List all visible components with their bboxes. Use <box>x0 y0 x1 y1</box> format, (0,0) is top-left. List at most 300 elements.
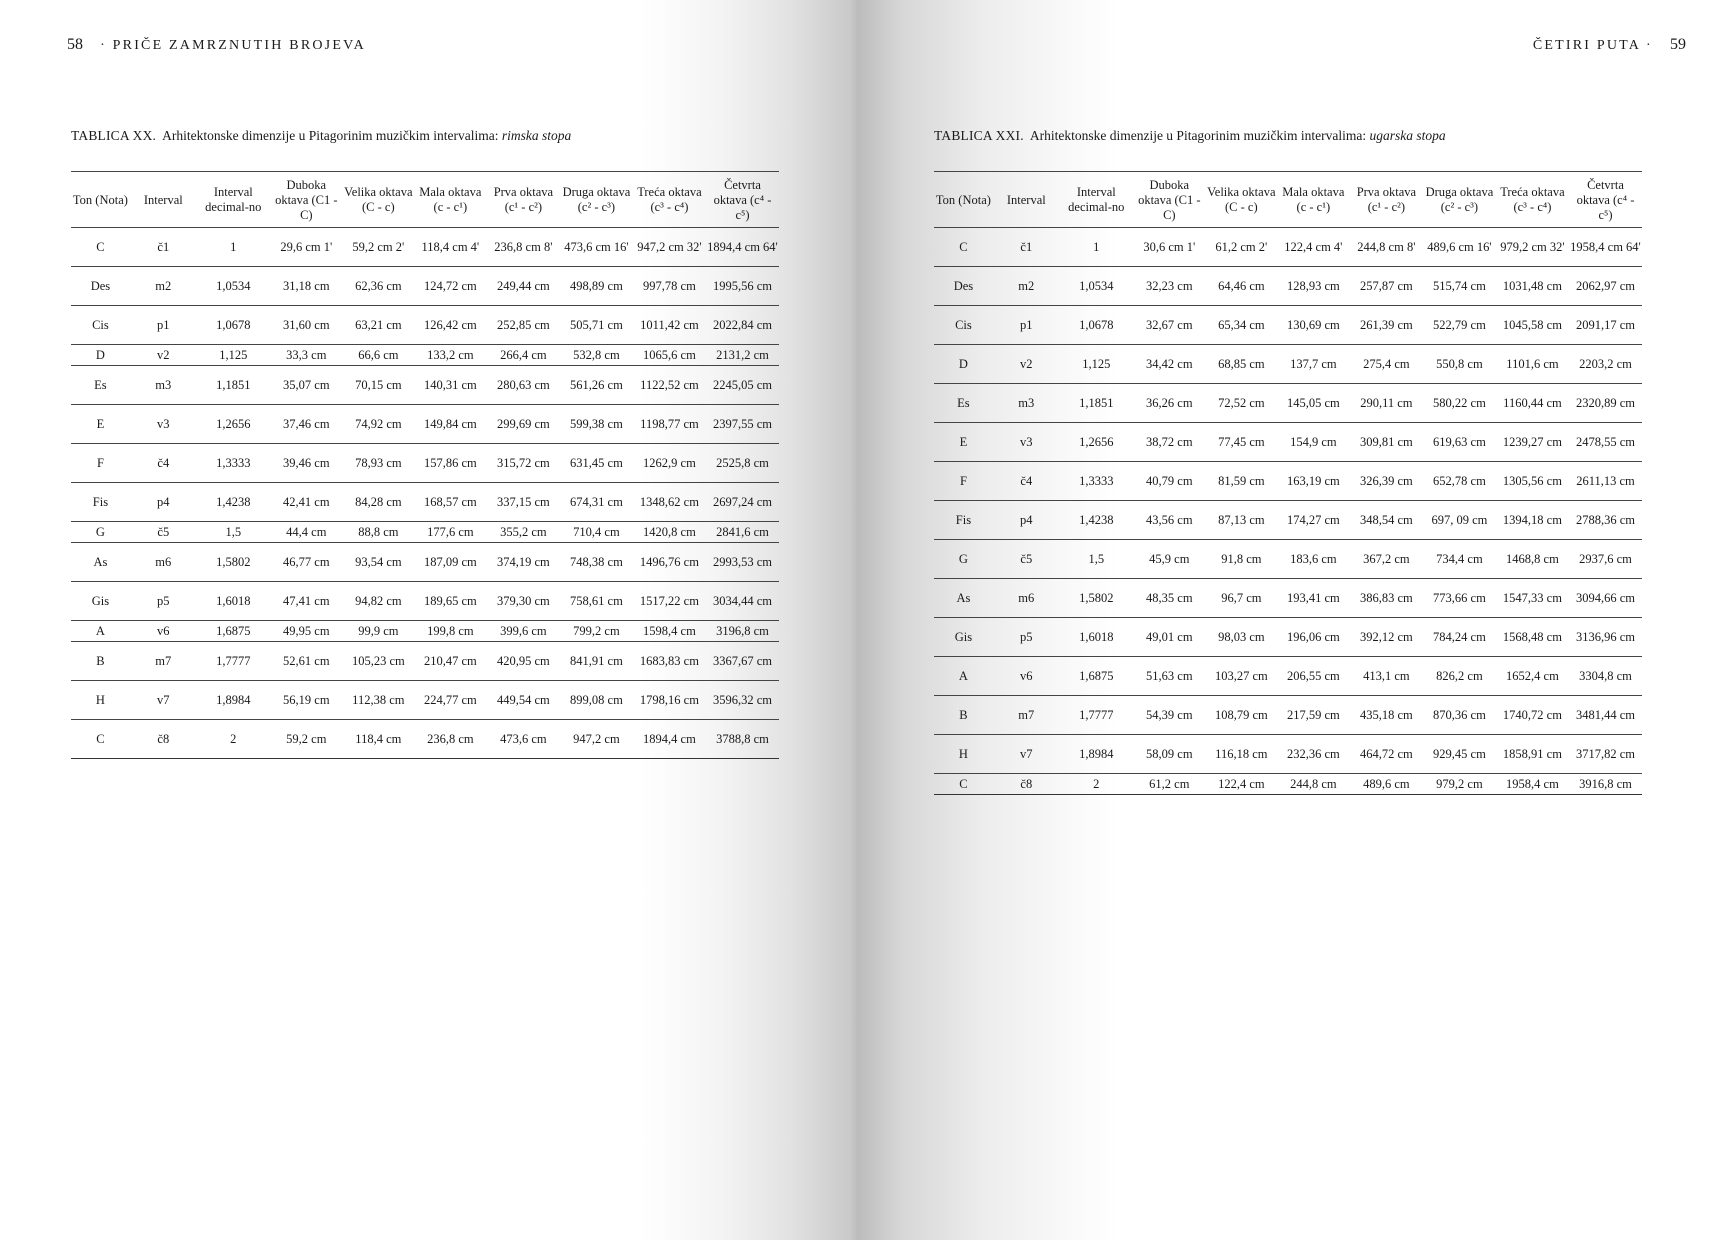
table-cell: 734,4 cm <box>1423 540 1496 579</box>
table-cell: 46,77 cm <box>270 543 343 582</box>
table-row <box>934 306 1642 345</box>
table-cell: 758,61 cm <box>560 582 633 621</box>
table-cell: 2788,36 cm <box>1569 501 1642 540</box>
table-cell: 36,26 cm <box>1133 384 1206 423</box>
table-cell: v6 <box>130 621 197 642</box>
table-cell: 81,59 cm <box>1206 462 1277 501</box>
table-cell: m6 <box>130 543 197 582</box>
table-cell: 473,6 cm <box>487 720 560 759</box>
table-cell: v6 <box>993 657 1060 696</box>
table-row <box>934 384 1642 423</box>
table-cell: 210,47 cm <box>414 642 487 681</box>
table-row <box>71 345 779 366</box>
table-cell: Des <box>934 267 993 306</box>
table-cell: p5 <box>130 582 197 621</box>
table-cell: 1262,9 cm <box>633 444 706 483</box>
table-cell: 49,01 cm <box>1133 618 1206 657</box>
caption-emphasis: ugarska stopa <box>1369 128 1446 143</box>
table-cell: 1,1851 <box>1060 384 1133 423</box>
table-cell: 1547,33 cm <box>1496 579 1569 618</box>
table-cell: m7 <box>130 642 197 681</box>
column-header: Duboka oktava (C1 - C) <box>270 172 343 228</box>
table-cell: H <box>71 681 130 720</box>
table-cell: 224,77 cm <box>414 681 487 720</box>
table-cell: 236,8 cm <box>414 720 487 759</box>
table-cell: 3717,82 cm <box>1569 735 1642 774</box>
table-cell: 1,5802 <box>197 543 270 582</box>
table-cell: 2993,53 cm <box>706 543 779 582</box>
table-row <box>71 405 779 444</box>
table-cell: 505,71 cm <box>560 306 633 345</box>
table-cell: 599,38 cm <box>560 405 633 444</box>
table-cell: 266,4 cm <box>487 345 560 366</box>
table-cell: 449,54 cm <box>487 681 560 720</box>
table-cell: 399,6 cm <box>487 621 560 642</box>
table-cell: 31,18 cm <box>270 267 343 306</box>
table-cell: 1160,44 cm <box>1496 384 1569 423</box>
table-cell: 697, 09 cm <box>1423 501 1496 540</box>
table-cell: č1 <box>993 228 1060 267</box>
table-cell: 1,5 <box>1060 540 1133 579</box>
table-cell: 140,31 cm <box>414 366 487 405</box>
table-cell: 870,36 cm <box>1423 696 1496 735</box>
table-cell: 168,57 cm <box>414 483 487 522</box>
table-cell: 84,28 cm <box>343 483 414 522</box>
table-cell: 61,2 cm <box>1133 774 1206 795</box>
caption-emphasis: rimska stopa <box>501 128 572 143</box>
table-cell: 154,9 cm <box>1277 423 1350 462</box>
table-cell: 32,23 cm <box>1133 267 1206 306</box>
table-cell: 1894,4 cm 64' <box>706 228 779 267</box>
table-cell: F <box>934 462 993 501</box>
table-cell: 32,67 cm <box>1133 306 1206 345</box>
table-cell: 59,2 cm <box>270 720 343 759</box>
table-cell: 498,89 cm <box>560 267 633 306</box>
table-cell: 1,2656 <box>197 405 270 444</box>
right-page <box>857 0 1713 1240</box>
table-cell: 489,6 cm 16' <box>1423 228 1496 267</box>
table-cell: č4 <box>993 462 1060 501</box>
dimensions-table-hungarian <box>934 171 1642 795</box>
table-cell: č1 <box>130 228 197 267</box>
table-cell: 1,4238 <box>197 483 270 522</box>
page-number: 58 <box>67 36 83 53</box>
table-row <box>934 618 1642 657</box>
table-cell: 49,95 cm <box>270 621 343 642</box>
table-cell: 392,12 cm <box>1350 618 1423 657</box>
table-cell: č8 <box>130 720 197 759</box>
table-cell: 1122,52 cm <box>633 366 706 405</box>
table-cell: 2245,05 cm <box>706 366 779 405</box>
table-cell: 619,63 cm <box>1423 423 1496 462</box>
table-cell: 1,4238 <box>1060 501 1133 540</box>
table-cell: p4 <box>993 501 1060 540</box>
table-cell: 515,74 cm <box>1423 267 1496 306</box>
table-cell: B <box>71 642 130 681</box>
caption-text: Arhitektonske dimenzije u Pitagorinim muzičkim intervalima: <box>162 128 499 143</box>
table-row <box>71 543 779 582</box>
table-cell: 2841,6 cm <box>706 522 779 543</box>
table-cell: v2 <box>130 345 197 366</box>
table-cell: 3094,66 cm <box>1569 579 1642 618</box>
table-cell: 257,87 cm <box>1350 267 1423 306</box>
table-row <box>934 345 1642 384</box>
table-cell: 118,4 cm 4' <box>414 228 487 267</box>
table-cell: č5 <box>993 540 1060 579</box>
table-cell: 1,6875 <box>197 621 270 642</box>
table-cell: 561,26 cm <box>560 366 633 405</box>
table-cell: p1 <box>993 306 1060 345</box>
table-cell: 826,2 cm <box>1423 657 1496 696</box>
column-header: Četvrta oktava (c⁴ - c⁵) <box>1569 172 1642 228</box>
table-cell: 31,60 cm <box>270 306 343 345</box>
table-cell: 206,55 cm <box>1277 657 1350 696</box>
table-cell: Es <box>934 384 993 423</box>
table-cell: 2062,97 cm <box>1569 267 1642 306</box>
table-cell: p4 <box>130 483 197 522</box>
table-cell: 1958,4 cm 64' <box>1569 228 1642 267</box>
table-cell: 2 <box>1060 774 1133 795</box>
table-cell: 54,39 cm <box>1133 696 1206 735</box>
table-row <box>934 735 1642 774</box>
table-row <box>934 579 1642 618</box>
table-cell: 252,85 cm <box>487 306 560 345</box>
running-head-right <box>1533 36 1686 54</box>
table-cell: Gis <box>71 582 130 621</box>
table-cell: 473,6 cm 16' <box>560 228 633 267</box>
table-cell: 94,82 cm <box>343 582 414 621</box>
table-cell: 355,2 cm <box>487 522 560 543</box>
table-cell: 87,13 cm <box>1206 501 1277 540</box>
table-cell: 108,79 cm <box>1206 696 1277 735</box>
table-cell: 1,2656 <box>1060 423 1133 462</box>
table-cell: 98,03 cm <box>1206 618 1277 657</box>
table-cell: 1683,83 cm <box>633 642 706 681</box>
table-cell: 1,125 <box>197 345 270 366</box>
table-cell: As <box>934 579 993 618</box>
table-cell: 997,78 cm <box>633 267 706 306</box>
table-cell: A <box>71 621 130 642</box>
column-header: Mala oktava (c - c¹) <box>1277 172 1350 228</box>
table-cell: 1,0678 <box>197 306 270 345</box>
table-cell: 929,45 cm <box>1423 735 1496 774</box>
page-number: 59 <box>1670 36 1686 53</box>
table-cell: 44,4 cm <box>270 522 343 543</box>
table-cell: 1101,6 cm <box>1496 345 1569 384</box>
table-cell: 2611,13 cm <box>1569 462 1642 501</box>
table-cell: 748,38 cm <box>560 543 633 582</box>
table-cell: 62,36 cm <box>343 267 414 306</box>
running-head-title: ČETIRI PUTA · <box>1532 38 1653 53</box>
table-cell: C <box>934 228 993 267</box>
dimensions-table-roman <box>71 171 779 759</box>
header-row <box>71 172 779 228</box>
table-cell: 65,34 cm <box>1206 306 1277 345</box>
table-cell: 435,18 cm <box>1350 696 1423 735</box>
table-cell: 63,21 cm <box>343 306 414 345</box>
table-cell: 88,8 cm <box>343 522 414 543</box>
table-cell: 64,46 cm <box>1206 267 1277 306</box>
table-cell: 1,7777 <box>197 642 270 681</box>
table-cell: 61,2 cm 2' <box>1206 228 1277 267</box>
table-cell: G <box>934 540 993 579</box>
table-row <box>934 501 1642 540</box>
column-header: Druga oktava (c² - c³) <box>560 172 633 228</box>
table-cell: 799,2 cm <box>560 621 633 642</box>
table-cell: C <box>71 720 130 759</box>
table-cell: 149,84 cm <box>414 405 487 444</box>
table-row <box>934 228 1642 267</box>
table-cell: v2 <box>993 345 1060 384</box>
table-cell: 1798,16 cm <box>633 681 706 720</box>
table-cell: 29,6 cm 1' <box>270 228 343 267</box>
table-cell: 145,05 cm <box>1277 384 1350 423</box>
table-cell: 236,8 cm 8' <box>487 228 560 267</box>
table-cell: 841,91 cm <box>560 642 633 681</box>
table-cell: 1,0678 <box>1060 306 1133 345</box>
table-cell: 979,2 cm <box>1423 774 1496 795</box>
table-cell: 58,09 cm <box>1133 735 1206 774</box>
table-cell: 652,78 cm <box>1423 462 1496 501</box>
table-row <box>71 642 779 681</box>
table-cell: 30,6 cm 1' <box>1133 228 1206 267</box>
table-cell: 1 <box>197 228 270 267</box>
table-cell: 2697,24 cm <box>706 483 779 522</box>
running-head-left <box>67 36 366 54</box>
table-cell: 137,7 cm <box>1277 345 1350 384</box>
caption-text: Arhitektonske dimenzije u Pitagorinim muzičkim intervalima: <box>1029 128 1367 143</box>
running-head-title: · PRIČE ZAMRZNUTIH BROJEVA <box>100 38 366 53</box>
table-cell: 337,15 cm <box>487 483 560 522</box>
table-cell: 133,2 cm <box>414 345 487 366</box>
table-cell: 1,8984 <box>197 681 270 720</box>
table-cell: 3481,44 cm <box>1569 696 1642 735</box>
table-cell: 1394,18 cm <box>1496 501 1569 540</box>
column-header: Treća oktava (c³ - c⁴) <box>1496 172 1569 228</box>
table-cell: Gis <box>934 618 993 657</box>
column-header: Treća oktava (c³ - c⁴) <box>633 172 706 228</box>
table-cell: 126,42 cm <box>414 306 487 345</box>
table-cell: 118,4 cm <box>343 720 414 759</box>
table-row <box>934 774 1642 795</box>
table-cell: 1568,48 cm <box>1496 618 1569 657</box>
table-cell: 2937,6 cm <box>1569 540 1642 579</box>
table-cell: 128,93 cm <box>1277 267 1350 306</box>
table-cell: 1468,8 cm <box>1496 540 1569 579</box>
table-cell: 290,11 cm <box>1350 384 1423 423</box>
table-cell: As <box>71 543 130 582</box>
table-cell: 34,42 cm <box>1133 345 1206 384</box>
table-cell: 464,72 cm <box>1350 735 1423 774</box>
table-cell: 1858,91 cm <box>1496 735 1569 774</box>
table-cell: 66,6 cm <box>343 345 414 366</box>
table-cell: 217,59 cm <box>1277 696 1350 735</box>
table-cell: 40,79 cm <box>1133 462 1206 501</box>
table-cell: 3136,96 cm <box>1569 618 1642 657</box>
column-header: Prva oktava (c¹ - c²) <box>1350 172 1423 228</box>
table-cell: 1305,56 cm <box>1496 462 1569 501</box>
table-cell: 1239,27 cm <box>1496 423 1569 462</box>
table-row <box>934 657 1642 696</box>
column-header: Interval decimal-no <box>197 172 270 228</box>
table-row <box>71 444 779 483</box>
table-cell: m7 <box>993 696 1060 735</box>
table-cell: 51,63 cm <box>1133 657 1206 696</box>
table-cell: 631,45 cm <box>560 444 633 483</box>
table-cell: 3788,8 cm <box>706 720 779 759</box>
column-header: Prva oktava (c¹ - c²) <box>487 172 560 228</box>
table-cell: 38,72 cm <box>1133 423 1206 462</box>
table-cell: 532,8 cm <box>560 345 633 366</box>
column-header: Druga oktava (c² - c³) <box>1423 172 1496 228</box>
table-cell: 2 <box>197 720 270 759</box>
table-cell: 1517,22 cm <box>633 582 706 621</box>
table-cell: v3 <box>993 423 1060 462</box>
table-cell: E <box>934 423 993 462</box>
table-cell: 105,23 cm <box>343 642 414 681</box>
table-row <box>71 366 779 405</box>
table-caption <box>934 128 1446 144</box>
table-cell: 39,46 cm <box>270 444 343 483</box>
table-cell: 1958,4 cm <box>1496 774 1569 795</box>
table-cell: 1,6018 <box>1060 618 1133 657</box>
table-cell: 183,6 cm <box>1277 540 1350 579</box>
table-cell: 979,2 cm 32' <box>1496 228 1569 267</box>
table-cell: 1,8984 <box>1060 735 1133 774</box>
table-cell: 35,07 cm <box>270 366 343 405</box>
table-cell: 315,72 cm <box>487 444 560 483</box>
table-cell: 2091,17 cm <box>1569 306 1642 345</box>
table-cell: 379,30 cm <box>487 582 560 621</box>
table-cell: 157,86 cm <box>414 444 487 483</box>
table-cell: 3596,32 cm <box>706 681 779 720</box>
table-cell: 1,3333 <box>1060 462 1133 501</box>
table-cell: 187,09 cm <box>414 543 487 582</box>
table-cell: 196,06 cm <box>1277 618 1350 657</box>
table-cell: 68,85 cm <box>1206 345 1277 384</box>
table-cell: 522,79 cm <box>1423 306 1496 345</box>
table-cell: 1,6875 <box>1060 657 1133 696</box>
table-cell: G <box>71 522 130 543</box>
table-row <box>71 306 779 345</box>
table-row <box>71 720 779 759</box>
table-cell: 43,56 cm <box>1133 501 1206 540</box>
table-cell: 1,1851 <box>197 366 270 405</box>
table-cell: 280,63 cm <box>487 366 560 405</box>
table-cell: 1348,62 cm <box>633 483 706 522</box>
table-cell: A <box>934 657 993 696</box>
header-row <box>934 172 1642 228</box>
table-cell: 1,0534 <box>197 267 270 306</box>
table-cell: 2022,84 cm <box>706 306 779 345</box>
table-cell: 47,41 cm <box>270 582 343 621</box>
table-cell: 116,18 cm <box>1206 735 1277 774</box>
table-cell: 122,4 cm <box>1206 774 1277 795</box>
table-cell: 45,9 cm <box>1133 540 1206 579</box>
table-cell: 710,4 cm <box>560 522 633 543</box>
table-cell: D <box>71 345 130 366</box>
table-cell: 1045,58 cm <box>1496 306 1569 345</box>
table-row <box>934 696 1642 735</box>
left-page <box>0 0 856 1240</box>
table-cell: 78,93 cm <box>343 444 414 483</box>
table-cell: 299,69 cm <box>487 405 560 444</box>
table-cell: 244,8 cm 8' <box>1350 228 1423 267</box>
table-cell: v7 <box>130 681 197 720</box>
table-cell: 1011,42 cm <box>633 306 706 345</box>
table-cell: 103,27 cm <box>1206 657 1277 696</box>
table-cell: 70,15 cm <box>343 366 414 405</box>
table-cell: 2203,2 cm <box>1569 345 1642 384</box>
column-header: Interval decimal-no <box>1060 172 1133 228</box>
table-cell: 249,44 cm <box>487 267 560 306</box>
table-cell: 59,2 cm 2' <box>343 228 414 267</box>
table-cell: 489,6 cm <box>1350 774 1423 795</box>
table-cell: 37,46 cm <box>270 405 343 444</box>
table-cell: 1,125 <box>1060 345 1133 384</box>
table-cell: 74,92 cm <box>343 405 414 444</box>
table-cell: m3 <box>993 384 1060 423</box>
table-cell: 130,69 cm <box>1277 306 1350 345</box>
table-row <box>934 423 1642 462</box>
table-cell: 947,2 cm 32' <box>633 228 706 267</box>
table-cell: 899,08 cm <box>560 681 633 720</box>
table-cell: Es <box>71 366 130 405</box>
table-cell: 367,2 cm <box>1350 540 1423 579</box>
table-cell: Fis <box>71 483 130 522</box>
table-cell: p5 <box>993 618 1060 657</box>
table-cell: 580,22 cm <box>1423 384 1496 423</box>
column-header: Interval <box>993 172 1060 228</box>
column-header: Mala oktava (c - c¹) <box>414 172 487 228</box>
table-cell: 275,4 cm <box>1350 345 1423 384</box>
table-cell: 3916,8 cm <box>1569 774 1642 795</box>
table-cell: 96,7 cm <box>1206 579 1277 618</box>
table-cell: 177,6 cm <box>414 522 487 543</box>
table-cell: 33,3 cm <box>270 345 343 366</box>
table-cell: p1 <box>130 306 197 345</box>
table-cell: 2397,55 cm <box>706 405 779 444</box>
table-cell: 420,95 cm <box>487 642 560 681</box>
table-cell: 2525,8 cm <box>706 444 779 483</box>
table-cell: 773,66 cm <box>1423 579 1496 618</box>
table-cell: 1740,72 cm <box>1496 696 1569 735</box>
table-cell: 784,24 cm <box>1423 618 1496 657</box>
table-cell: 348,54 cm <box>1350 501 1423 540</box>
table-cell: 1,5 <box>197 522 270 543</box>
table-cell: 124,72 cm <box>414 267 487 306</box>
table-cell: 163,19 cm <box>1277 462 1350 501</box>
column-header: Interval <box>130 172 197 228</box>
table-row <box>71 483 779 522</box>
table-cell: F <box>71 444 130 483</box>
column-header: Četvrta oktava (c⁴ - c⁵) <box>706 172 779 228</box>
table-cell: C <box>934 774 993 795</box>
table-row <box>934 267 1642 306</box>
table-cell: 1995,56 cm <box>706 267 779 306</box>
table-cell: 77,45 cm <box>1206 423 1277 462</box>
table-cell: m6 <box>993 579 1060 618</box>
table-cell: 122,4 cm 4' <box>1277 228 1350 267</box>
table-cell: 3304,8 cm <box>1569 657 1642 696</box>
table-cell: Cis <box>71 306 130 345</box>
table-cell: v3 <box>130 405 197 444</box>
table-cell: 374,19 cm <box>487 543 560 582</box>
table-cell: č5 <box>130 522 197 543</box>
table-cell: 1198,77 cm <box>633 405 706 444</box>
table-cell: 52,61 cm <box>270 642 343 681</box>
table-cell: 189,65 cm <box>414 582 487 621</box>
